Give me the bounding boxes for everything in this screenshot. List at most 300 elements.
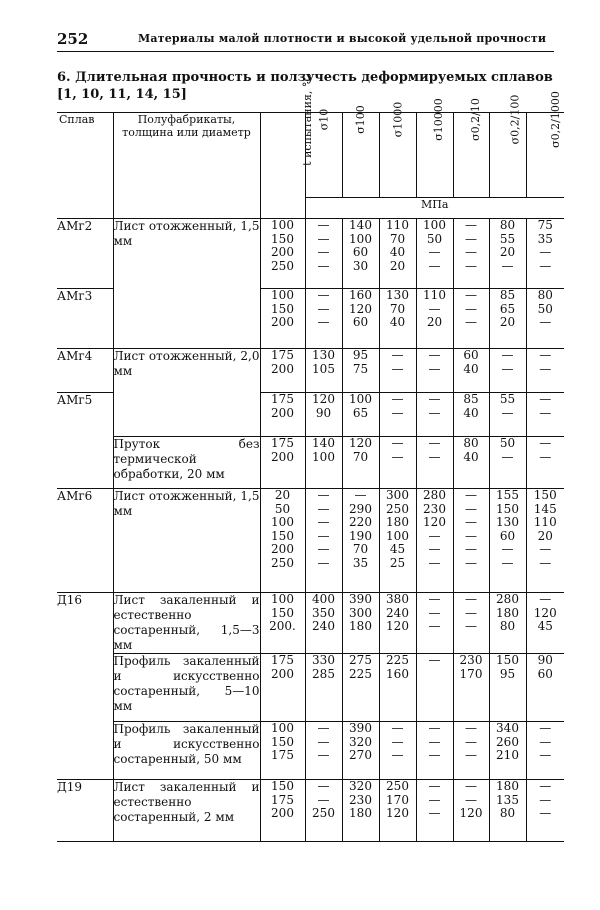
value: —	[465, 542, 477, 556]
value-cell-s10	[305, 289, 342, 349]
value: 180	[496, 605, 519, 620]
col-s1000-label: σ1000	[390, 101, 404, 138]
value: —	[501, 542, 514, 556]
value-cell-s100	[342, 289, 379, 349]
value: 50	[426, 231, 443, 246]
value: —	[501, 361, 514, 376]
value: 80	[499, 619, 516, 633]
value: 150	[496, 653, 519, 667]
value: —	[539, 734, 552, 749]
value: —	[317, 288, 330, 302]
value: 90	[537, 653, 553, 667]
value: —	[428, 605, 441, 620]
value: —	[428, 301, 441, 316]
col-s100	[342, 105, 379, 198]
value: 120	[312, 392, 335, 406]
value-cell-s1000	[379, 349, 416, 393]
col-s1000	[379, 101, 416, 198]
value: —	[428, 779, 441, 793]
product-cell: Лист закаленный и естественно состаренный, 1,5—3 мм	[113, 593, 260, 652]
value: —	[391, 405, 404, 420]
value: 100	[386, 528, 409, 543]
value: 180	[349, 806, 372, 820]
value: —	[465, 592, 477, 606]
value-cell-t	[260, 489, 305, 593]
value: —	[501, 555, 514, 570]
value-cell-s02-1000	[526, 780, 564, 842]
value-cell-s10	[305, 654, 342, 722]
value: 40	[389, 245, 406, 259]
value: 85	[463, 392, 479, 406]
value-cell-s02-100	[489, 780, 526, 842]
value: —	[465, 605, 477, 620]
value: —	[539, 436, 552, 450]
value: —	[465, 218, 477, 232]
value: 20	[389, 258, 406, 273]
value-cell-s1000	[379, 437, 416, 489]
value: 250	[386, 501, 409, 516]
value-cell-s100	[342, 349, 379, 393]
table-row	[57, 393, 564, 437]
value: 100	[349, 392, 372, 406]
value: 65	[352, 405, 369, 420]
value: 150	[271, 779, 294, 793]
product-cell: Лист закаленный и естественно состаренный, 2 мм	[113, 780, 260, 842]
value-cell-s02-100	[489, 437, 526, 489]
value: —	[539, 392, 552, 406]
value: —	[501, 348, 514, 362]
value: 300	[349, 605, 372, 620]
value: —	[391, 748, 404, 762]
value-cell-s02-100	[489, 393, 526, 437]
value: —	[317, 245, 330, 259]
value: 130	[386, 288, 409, 302]
value: —	[428, 258, 441, 273]
value-cell-s100	[342, 437, 379, 489]
value: 160	[349, 288, 372, 302]
value-cell-s10	[305, 393, 342, 437]
value: —	[428, 436, 441, 450]
value: —	[465, 301, 477, 316]
value: 330	[312, 653, 335, 667]
value: —	[317, 258, 330, 273]
header-row	[57, 113, 564, 198]
col-s02-10	[453, 98, 489, 198]
value-cell-s10000	[416, 780, 453, 842]
value-cell-s10000	[416, 219, 453, 289]
value: 60	[537, 666, 553, 681]
value: 320	[349, 734, 372, 749]
value-cell-s02-10	[453, 593, 489, 654]
value: 170	[459, 666, 483, 681]
table-row	[57, 349, 564, 393]
value: 190	[349, 528, 372, 543]
value: 250	[271, 555, 294, 570]
header-rule	[57, 51, 554, 52]
value: —	[317, 231, 330, 246]
value: 400	[312, 592, 335, 606]
value-cell-s02-100	[489, 219, 526, 289]
value-cell-s1000	[379, 654, 416, 722]
col-s10000-label: σ10000	[431, 98, 445, 141]
value: —	[428, 405, 441, 420]
value-cell-t	[260, 593, 305, 654]
value: —	[465, 734, 477, 749]
value: 240	[386, 605, 409, 620]
value-cell-s02-1000	[526, 437, 564, 489]
page-header	[57, 30, 554, 50]
value-cell-s02-10	[453, 289, 489, 349]
value: —	[391, 348, 404, 362]
value-cell-s02-10	[453, 780, 489, 842]
value-cell-s02-1000	[526, 489, 564, 593]
value-cell-s10	[305, 722, 342, 780]
value-cell-t	[260, 289, 305, 349]
value: 120	[386, 619, 409, 633]
value-cell-s02-10	[453, 349, 489, 393]
value-cell-s02-10	[453, 219, 489, 289]
value: —	[465, 315, 477, 329]
value: 200	[271, 315, 294, 329]
value: 150	[271, 231, 294, 246]
value: —	[317, 555, 330, 570]
value-cell-s10000	[416, 593, 453, 654]
value: 120	[349, 436, 372, 450]
value: 250	[312, 806, 335, 820]
value: 225	[386, 653, 409, 667]
table-row	[57, 654, 564, 722]
table-row	[57, 593, 564, 654]
value-cell-s100	[342, 654, 379, 722]
value: 145	[533, 501, 557, 516]
value: 120	[386, 806, 409, 820]
value-cell-s02-100	[489, 654, 526, 722]
value: 100	[271, 515, 294, 529]
col-s10000	[416, 98, 453, 198]
caption-line-2: [1, 10, 11, 14, 15]	[57, 87, 187, 102]
value: 135	[496, 792, 519, 807]
col-product	[113, 113, 260, 219]
value: —	[428, 806, 441, 820]
value: 75	[537, 218, 553, 232]
value-cell-s02-10	[453, 437, 489, 489]
value: 150	[271, 734, 294, 749]
table-body	[57, 219, 564, 842]
value: 100	[423, 218, 446, 232]
value: 60	[463, 348, 479, 362]
value: —	[428, 245, 441, 259]
value: 100	[271, 592, 294, 606]
value-cell-t	[260, 393, 305, 437]
value: 40	[463, 449, 479, 464]
value: 50	[537, 301, 553, 316]
value: 300	[386, 488, 409, 502]
value-cell-s100	[342, 393, 379, 437]
col-s02-1000-label: σ0,2/1000	[548, 91, 562, 148]
table-row	[57, 489, 564, 593]
value: —	[391, 392, 404, 406]
value-cell-s10	[305, 349, 342, 393]
col-s02-1000	[526, 91, 564, 198]
value-cell-s1000	[379, 722, 416, 780]
value: 20	[499, 315, 516, 329]
table-row	[57, 780, 564, 842]
value: 160	[386, 666, 409, 681]
value-cell-s02-1000	[526, 593, 564, 654]
value: 260	[496, 734, 519, 749]
value-cell-s10000	[416, 437, 453, 489]
col-temp	[260, 73, 314, 219]
value-cell-s10000	[416, 393, 453, 437]
value: —	[539, 258, 552, 273]
value: 210	[496, 748, 519, 762]
value-cell-s02-100	[489, 593, 526, 654]
value: 120	[459, 806, 483, 820]
value: 390	[349, 721, 372, 735]
alloy-cell: АМг5	[57, 393, 93, 407]
value: 150	[271, 301, 294, 316]
value-cell-s100	[342, 722, 379, 780]
alloy-cell: АМг4	[57, 349, 113, 393]
value: —	[317, 515, 330, 529]
table-row	[57, 219, 564, 289]
product-cell: Пруток без термической обработки, 20 мм	[113, 437, 260, 489]
value: 180	[386, 515, 409, 529]
value: 40	[389, 315, 406, 329]
value: —	[501, 449, 514, 464]
value: —	[317, 779, 330, 793]
value: 60	[352, 315, 369, 329]
value: 100	[271, 288, 294, 302]
value: 200	[271, 806, 294, 820]
table-row	[57, 722, 564, 780]
value: 65	[499, 301, 516, 316]
value: 150	[496, 501, 519, 516]
running-title: Материалы малой плотности и высокой удельной прочности	[138, 32, 547, 45]
value: 200	[271, 666, 294, 681]
value: 250	[386, 779, 409, 793]
col-s02-100	[489, 94, 526, 198]
col-product-label: Полуфабрикаты, толщина или диаметр	[122, 113, 251, 139]
value-cell-s1000	[379, 780, 416, 842]
value: 100	[271, 218, 294, 232]
value: 380	[386, 592, 409, 606]
value: 200	[271, 361, 294, 376]
value: 70	[389, 231, 406, 246]
value: —	[391, 721, 404, 735]
value: —	[317, 528, 330, 543]
value: —	[539, 792, 552, 807]
value: 70	[352, 449, 369, 464]
value: 90	[315, 405, 332, 420]
value: 230	[423, 501, 446, 516]
value: 75	[352, 361, 369, 376]
alloy-cell	[57, 654, 113, 722]
value: 30	[352, 258, 369, 273]
value-cell-s10000	[416, 489, 453, 593]
value: —	[428, 734, 441, 749]
value: 80	[499, 806, 516, 820]
value: —	[465, 488, 477, 502]
col-s10-label: σ10	[316, 108, 330, 131]
value: —	[539, 542, 552, 556]
value: —	[501, 405, 514, 420]
value: 200	[271, 405, 294, 420]
value-cell-s02-1000	[526, 654, 564, 722]
value-cell-s10000	[416, 289, 453, 349]
value-cell-s02-100	[489, 722, 526, 780]
col-alloy: Сплав	[57, 113, 113, 219]
value: 230	[459, 653, 483, 667]
value-cell-s10	[305, 437, 342, 489]
value-cell-s10	[305, 219, 342, 289]
product-cell	[113, 289, 260, 349]
value: —	[539, 405, 552, 420]
caption-line-1: 6. Длительная прочность и ползучесть деформируемых сплавов	[57, 70, 553, 85]
value: 200.	[269, 619, 296, 633]
value: —	[428, 348, 441, 362]
value: 130	[312, 348, 335, 362]
alloy-cell: АМг6	[57, 489, 113, 593]
value-cell-s02-10	[453, 722, 489, 780]
value-cell-s100	[342, 593, 379, 654]
value: 60	[352, 245, 369, 259]
value: 200	[271, 449, 294, 464]
value: 20	[274, 488, 291, 502]
value-cell-s100	[342, 780, 379, 842]
value: 175	[271, 436, 294, 450]
value: 105	[312, 361, 335, 376]
value: 280	[423, 488, 446, 502]
value-cell-s10	[305, 780, 342, 842]
value: —	[317, 721, 330, 735]
unit-label: МПа	[305, 198, 564, 219]
value: —	[465, 619, 477, 633]
value: 150	[271, 605, 294, 620]
product-cell	[113, 393, 260, 437]
value: 350	[312, 605, 335, 620]
value: —	[465, 792, 477, 807]
value: 50	[274, 501, 291, 516]
value: 45	[389, 542, 406, 556]
value-cell-s1000	[379, 489, 416, 593]
value: 110	[386, 218, 409, 232]
value: —	[317, 542, 330, 556]
value: —	[317, 488, 330, 502]
value: —	[465, 515, 477, 529]
value: —	[428, 542, 441, 556]
value-cell-t	[260, 780, 305, 842]
value: —	[465, 258, 477, 273]
value: —	[465, 748, 477, 762]
value: —	[539, 806, 552, 820]
value-cell-s02-100	[489, 289, 526, 349]
value: 40	[463, 405, 479, 420]
value-cell-s02-10	[453, 654, 489, 722]
value: —	[428, 449, 441, 464]
value: 110	[533, 515, 557, 529]
value: —	[428, 528, 441, 543]
value: 270	[349, 748, 372, 762]
value: —	[317, 734, 330, 749]
value: —	[539, 779, 552, 793]
value-cell-s02-1000	[526, 219, 564, 289]
value: —	[539, 592, 552, 606]
value: 55	[499, 392, 516, 406]
value: —	[465, 528, 477, 543]
value: 35	[537, 231, 553, 246]
value-cell-s100	[342, 219, 379, 289]
value: —	[539, 315, 552, 329]
value: 95	[499, 666, 516, 681]
value: —	[465, 555, 477, 570]
table-row	[57, 437, 564, 489]
value-cell-t	[260, 722, 305, 780]
value: 175	[271, 748, 294, 762]
value: 80	[463, 436, 479, 450]
value-cell-s10000	[416, 349, 453, 393]
value: 80	[537, 288, 553, 302]
value: 220	[349, 515, 372, 529]
value: —	[354, 488, 367, 502]
value: —	[465, 501, 477, 516]
value: 140	[349, 218, 372, 232]
value: 140	[312, 436, 335, 450]
value-cell-s1000	[379, 593, 416, 654]
product-cell: Лист отожженный, 1,5 мм	[113, 489, 260, 593]
value: —	[428, 721, 441, 735]
value-cell-t	[260, 219, 305, 289]
value: —	[539, 348, 552, 362]
value: 95	[352, 348, 369, 362]
value: —	[539, 748, 552, 762]
value: —	[428, 748, 441, 762]
value: 280	[496, 592, 519, 606]
table-row	[57, 289, 564, 349]
value-cell-s10	[305, 593, 342, 654]
alloy-cell: АМг3	[57, 289, 113, 349]
value: —	[428, 653, 441, 667]
value: —	[317, 792, 330, 807]
col-temp-label: t испытания, °C	[300, 73, 314, 166]
value: 175	[271, 792, 294, 807]
value: 85	[499, 288, 516, 302]
value: —	[539, 245, 552, 259]
value: 150	[271, 528, 294, 543]
value: 200	[271, 245, 294, 259]
value: —	[428, 619, 441, 633]
value-cell-s02-1000	[526, 349, 564, 393]
value: 240	[312, 619, 335, 633]
col-s100-label: σ100	[353, 105, 367, 134]
page-number: 252	[57, 30, 89, 48]
value: 45	[537, 619, 553, 633]
alloy-cell	[57, 722, 113, 780]
value: 55	[499, 231, 516, 246]
value: 200	[271, 542, 294, 556]
value-cell-s10000	[416, 654, 453, 722]
product-cell: Профиль закаленный и искусственно состаренный, 5—10 мм	[113, 654, 260, 722]
value: 70	[389, 301, 406, 316]
value: 390	[349, 592, 372, 606]
alloy-cell: Д19	[57, 780, 113, 842]
value: 340	[496, 721, 519, 735]
value-cell-s10000	[416, 722, 453, 780]
value-cell-s1000	[379, 393, 416, 437]
value: 20	[499, 245, 516, 259]
value: —	[317, 315, 330, 329]
value-cell-s02-100	[489, 349, 526, 393]
